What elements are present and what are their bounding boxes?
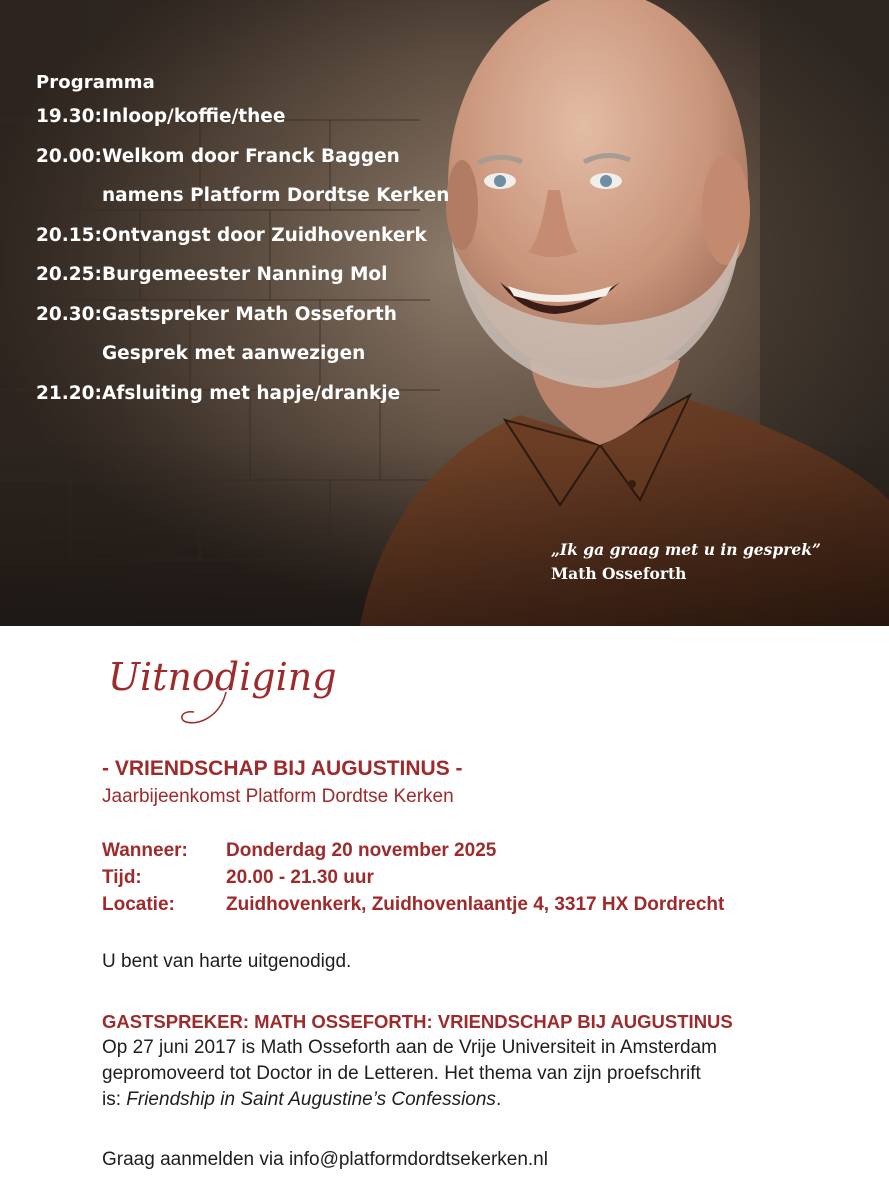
program-text: Afsluiting met hapje/drankje: [102, 382, 401, 404]
detail-label: Wanneer:: [102, 840, 188, 861]
program-time: 20.00:: [36, 145, 102, 167]
detail-value: Zuidhovenkerk, Zuidhovenlaantje 4, 3317 HX Dordrecht: [226, 894, 725, 915]
script-title-text: Uitnodiging: [108, 655, 337, 699]
program-row: [36, 263, 449, 303]
program-text: Ontvangst door Zuidhovenkerk: [102, 224, 427, 246]
program-text: Burgemeester Nanning Mol: [102, 264, 388, 285]
program-time: 20.15:: [36, 224, 102, 246]
program-time: 21.20:: [36, 382, 102, 404]
program-row: [36, 382, 449, 422]
speaker-heading: GASTSPREKER: MATH OSSEFORTH: VRIENDSCHAP BIJ AUGUSTINUS: [102, 1011, 733, 1032]
detail-label: Locatie:: [102, 894, 175, 915]
detail-value: Donderdag 20 november 2025: [226, 840, 497, 861]
detail-label: Tijd:: [102, 867, 142, 888]
event-subtitle: Jaarbijeenkomst Platform Dordtse Kerken: [102, 786, 454, 807]
speaker-text-line: [102, 1087, 822, 1113]
program-text: Gesprek met aanwezigen: [102, 343, 366, 364]
detail-row: [102, 891, 822, 918]
program-heading: Programma: [36, 72, 155, 93]
program-schedule: [36, 70, 449, 421]
detail-value: 20.00 - 21.30 uur: [226, 867, 374, 888]
program-time: 20.25:: [36, 264, 102, 285]
thesis-title: Friendship in Saint Augustine’s Confessions: [126, 1089, 496, 1110]
program-text: Welkom door Franck Baggen: [102, 145, 400, 167]
program-row: [36, 145, 449, 185]
quote-text: „Ik ga graag met u in gesprek”: [551, 540, 821, 559]
detail-row: [102, 864, 822, 891]
welcome-text: U bent van harte uitgenodigd.: [102, 951, 352, 972]
program-row: [36, 184, 449, 224]
speaker-text-prefix: is:: [102, 1089, 127, 1110]
program-row: [36, 303, 449, 343]
quote-author: Math Osseforth: [551, 564, 687, 583]
event-details: [102, 837, 822, 918]
program-row: [36, 342, 449, 382]
program-text: namens Platform Dordtse Kerken: [102, 185, 450, 206]
speaker-text-line: Op 27 juni 2017 is Math Osseforth aan de Vrije Universiteit in Amsterdam: [102, 1037, 717, 1058]
program-time: 19.30:: [36, 106, 102, 127]
speaker-text-suffix: .: [495, 1089, 502, 1110]
program-text: Inloop/koffie/thee: [102, 106, 286, 127]
program-row: [36, 224, 449, 264]
program-time: 20.30:: [36, 303, 102, 325]
invitation-content: [102, 755, 822, 1173]
registration-text: Graag aanmelden via info@platformdordtsekerken.nl: [102, 1149, 548, 1170]
event-title: - VRIENDSCHAP BIJ AUGUSTINUS -: [102, 757, 463, 780]
invitation-script-title: [106, 644, 337, 734]
detail-row: [102, 837, 822, 864]
speaker-quote: [551, 538, 821, 586]
speaker-text-line: gepromoveerd tot Doctor in de Letteren. Het thema van zijn proefschrift: [102, 1063, 701, 1084]
program-row: [36, 105, 449, 145]
program-text: Gastspreker Math Osseforth: [102, 303, 397, 325]
